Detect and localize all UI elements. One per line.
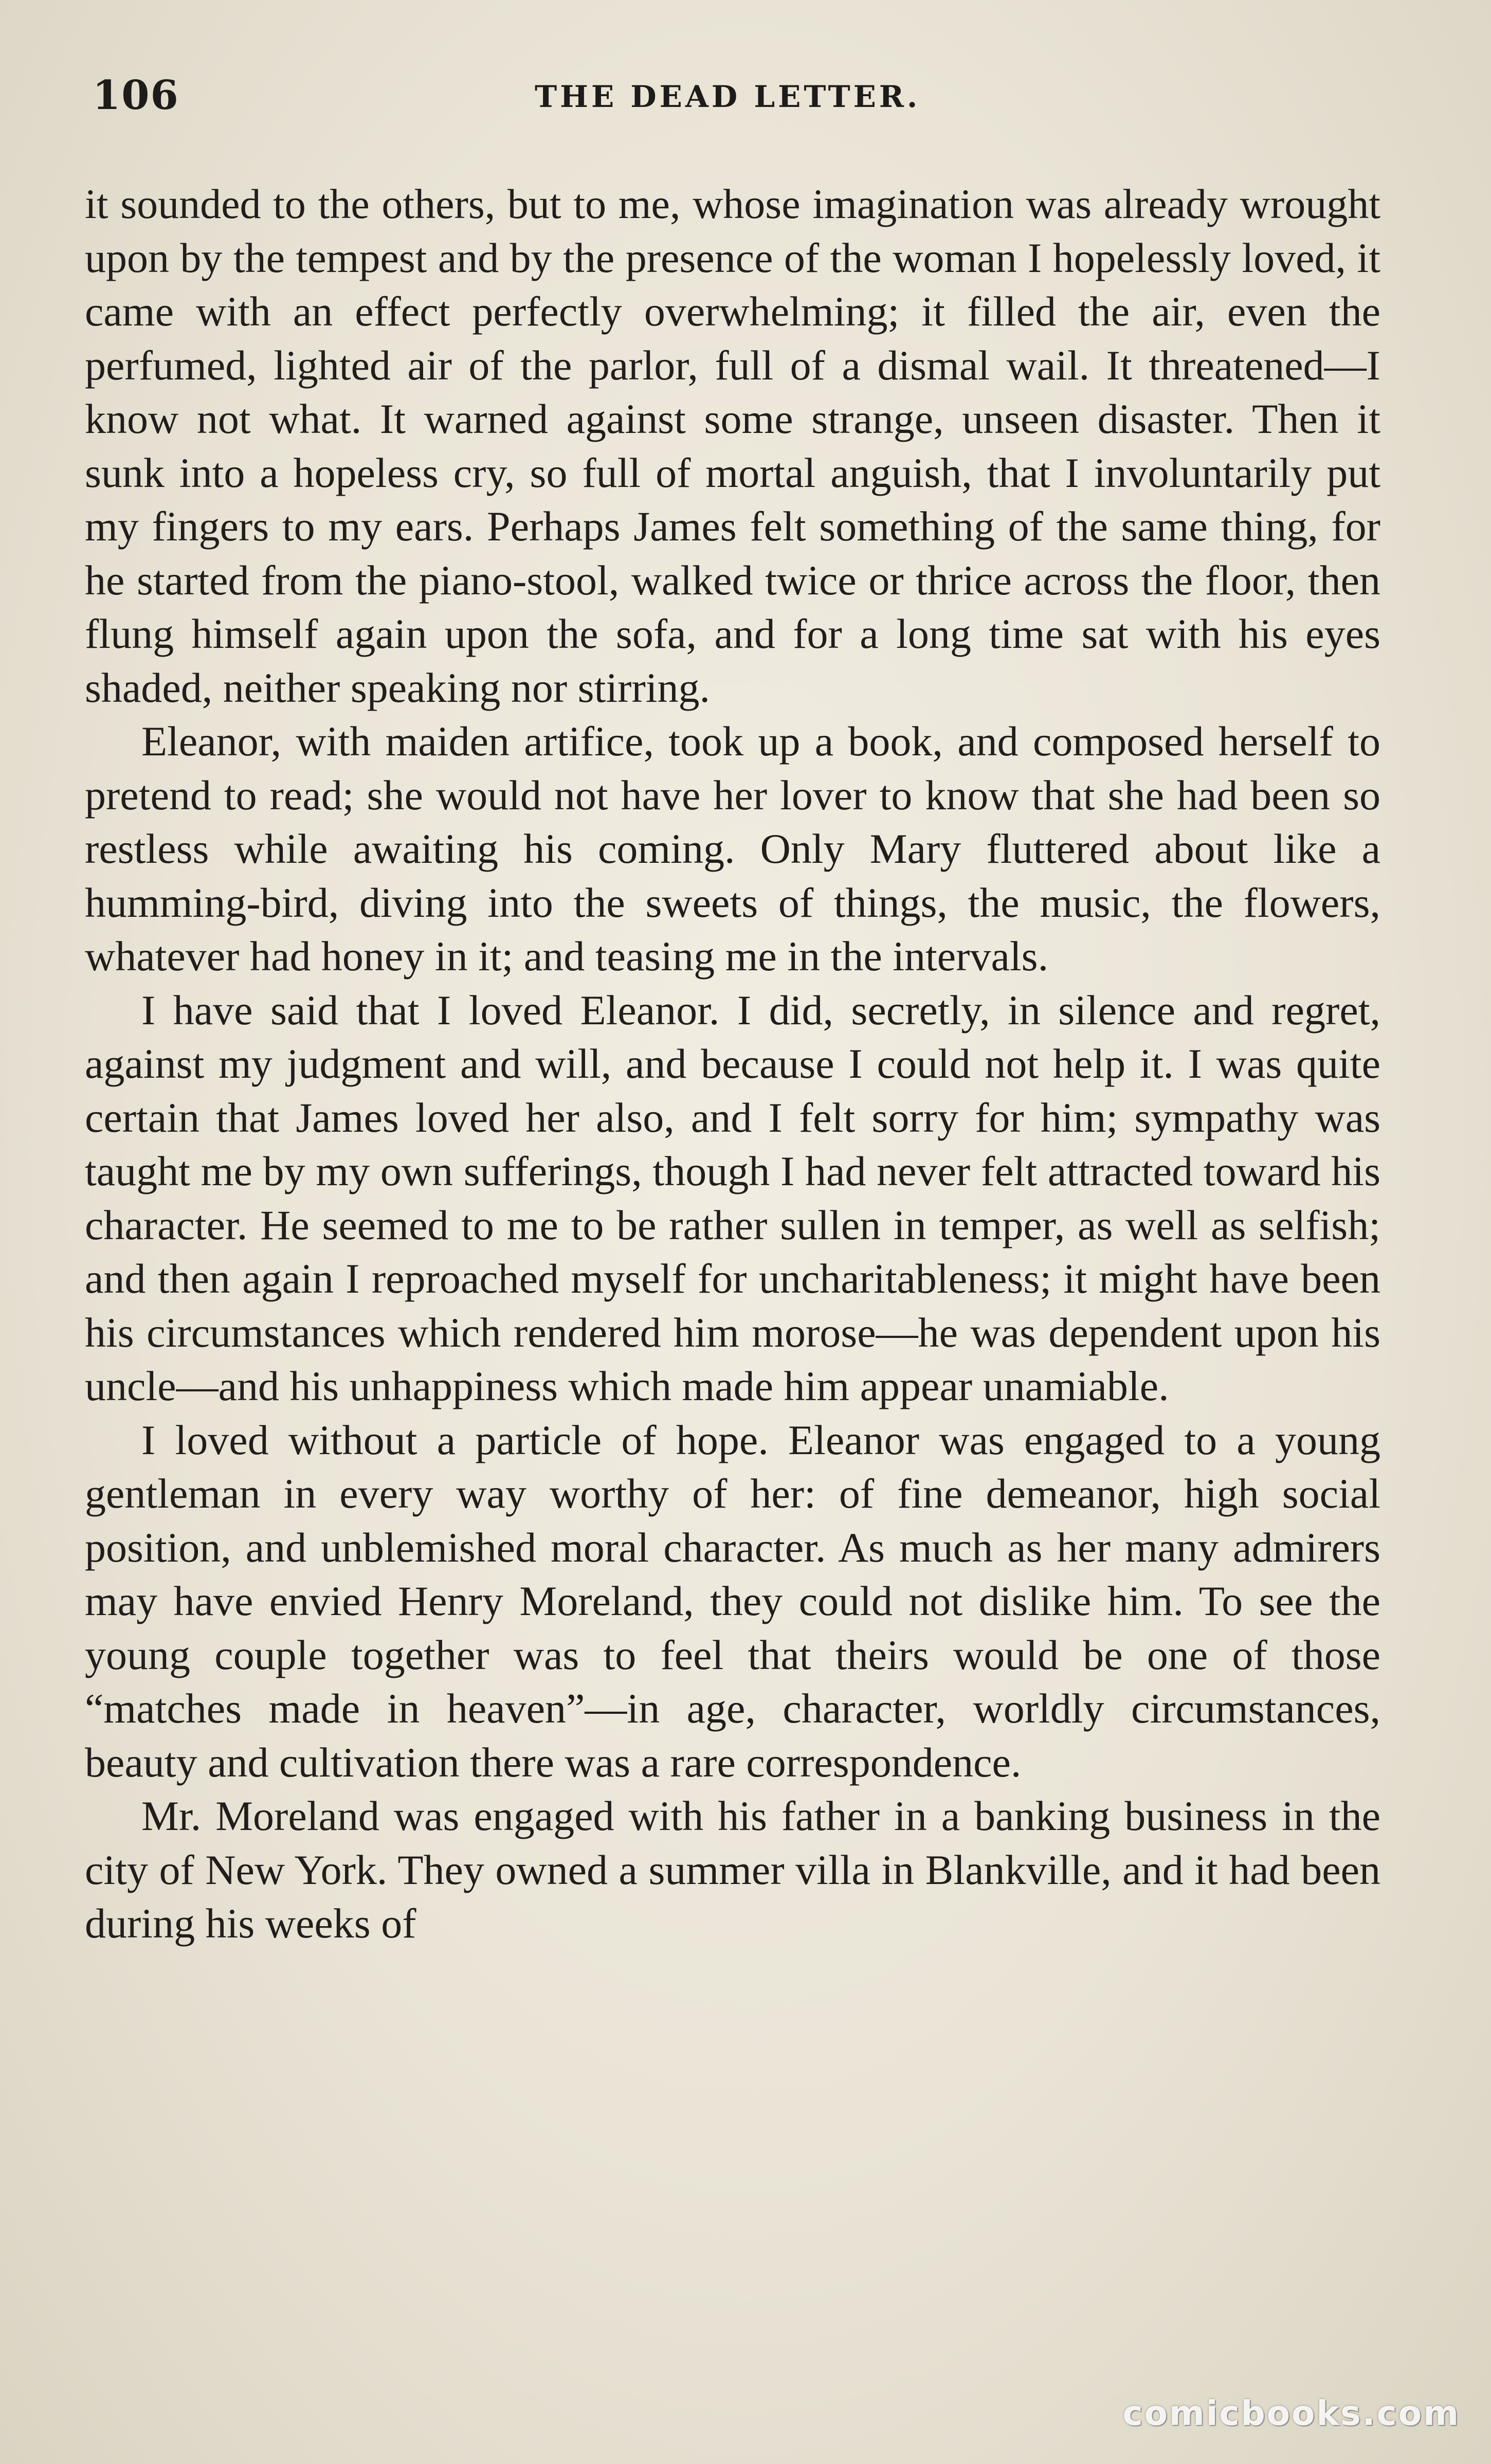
paragraph-1: it sounded to the others, but to me, whose imagination was already wrought upon by the tempest and by the presence of the woman I hopelessly loved, it came with an effect perfectly overwhelming; it filled the air, even the perfumed, lighted air of the parlor, full of a dismal wail. It threatened—I know not what. It warned against some strange, unseen disaster. Then it sunk into a hopeless cry, so full of mortal anguish, that I involuntarily put my fingers to my ears. Perhaps James felt something of the same thing, for he started from the piano-stool, walked twice or thrice across the floor, then flung himself again upon the sofa, and for a long time sat with his eyes shaded, neither speaking nor stirring.	[85, 180, 1380, 711]
paragraph-5: Mr. Moreland was engaged with his father in a banking business in the city of New York. They owned a summer villa in Blankville, and it had been during his weeks of	[85, 1792, 1380, 1947]
watermark: comicbooks.com	[1122, 2394, 1460, 2433]
page-number: 106	[93, 72, 179, 119]
body-text	[85, 177, 1380, 1951]
page-header	[93, 72, 1388, 134]
paragraph-3: I have said that I loved Eleanor. I did, secretly, in silence and regret, against my judgment and will, and because I could not help it. I was quite certain that James loved her also, and I felt sorry for him; sympathy was taught me by my own sufferings, though I had never felt attracted toward his character. He seemed to me to be rather sullen in temper, as well as selfish; and then again I reproached myself for uncharitableness; it might have been his circumstances which rendered him morose—he was dependent upon his uncle—and his unhappiness which made him appear unamiable.	[85, 986, 1380, 1409]
paragraph-4: I loved without a particle of hope. Eleanor was engaged to a young gentleman in every way worthy of her: of fine demeanor, high social position, and unblemished moral character. As much as her many admirers may have envied Henry Moreland, they could not dislike him. To see the young couple together was to feel that theirs would be one of those “matches made in heaven”—in age, character, worldly circumstances, beauty and cultivation there was a rare correspondence.	[85, 1416, 1380, 1786]
paragraph-2: Eleanor, with maiden artifice, took up a book, and composed herself to pretend to read; she would not have her lover to know that she had been so restless while awaiting his coming. Only Mary fluttered about like a humming-bird, diving into the sweets of things, the music, the flowers, whatever had honey in it; and teasing me in the intervals.	[85, 718, 1380, 980]
running-head: THE DEAD LETTER.	[535, 79, 921, 114]
